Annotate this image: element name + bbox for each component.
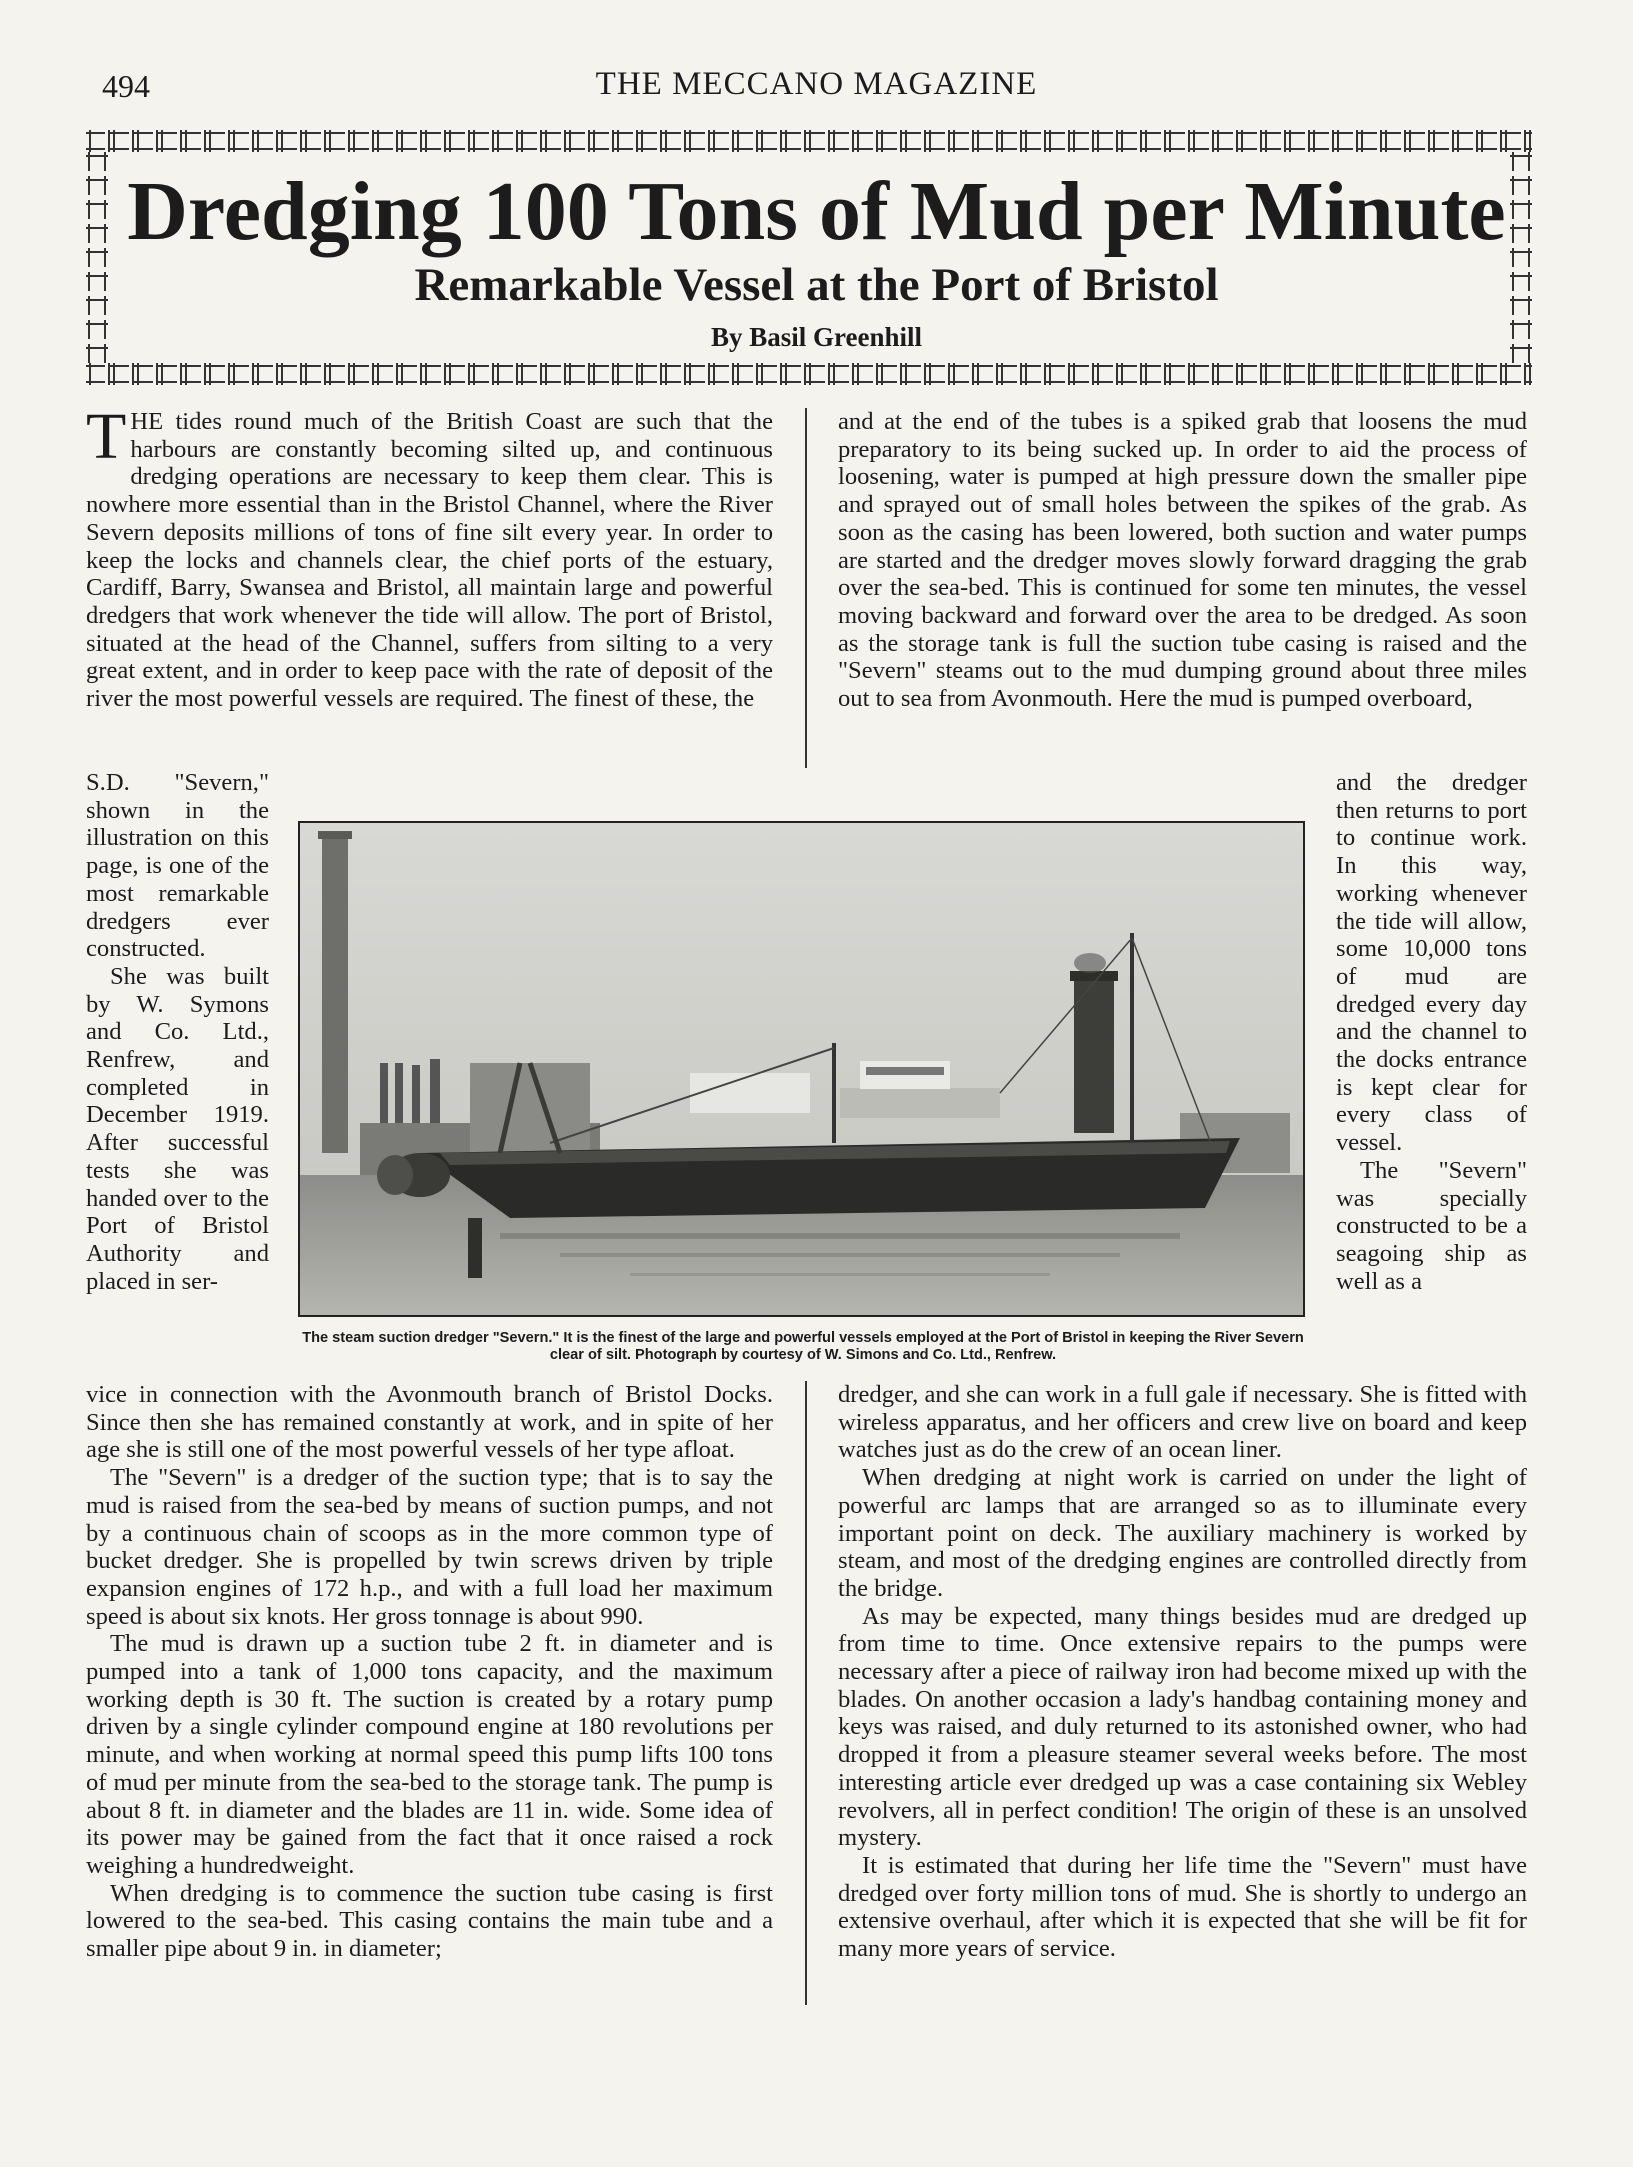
paragraph: The "Severn" was specially constructed to be a seagoing ship as well as a bbox=[1336, 1156, 1527, 1295]
paragraph: When dredging is to commence the suction tube casing is first lowered to the sea-bed. This casing contains the main tube and a smaller pipe about 9 in. in diameter; bbox=[86, 1879, 773, 1963]
right-column-top bbox=[838, 408, 1527, 713]
article-title: Dredging 100 Tons of Mud per Minute bbox=[127, 165, 1506, 258]
paragraph: The "Severn" is a dredger of the suction type; that is to say the mud is raised from the sea-bed by means of suction pumps, and not by a continuous chain of scoops as in the more common type of bucket dredger. She is propelled by twin screws driven by triple expansion engines of 172 h.p., and with a full load her maximum speed is about six knots. Her gross tonnage is about 990. bbox=[86, 1464, 773, 1630]
paragraph: and at the end of the tubes is a spiked grab that loosens the mud preparatory to its being sucked up. In order to aid the process of loosening, water is pumped at high pressure down the smaller pipe and sprayed out of small holes between the spikes of the grab. As soon as the casing has been lowered, both suction and water pumps are started and the dredger moves slowly forward dragging the grab over the sea-bed. This is continued for some ten minutes, the vessel moving backward and forward over the area to be dredged. As soon as the storage tank is full the suction tube casing is raised and the "Severn" steams out to the mud dumping ground about three miles out to sea from Avonmouth. Here the mud is pumped overboard, bbox=[838, 408, 1527, 713]
left-column-wrap bbox=[86, 769, 269, 1295]
steam-dredger-photo bbox=[298, 821, 1305, 1317]
paragraph-text: HE tides round much of the British Coast are such that the harbours are constantly becoming silted up, and continuous dredging operations are necessary to keep them clear. This is nowhere more essential than in the Bristol Channel, where the River Severn deposits millions of tons of fine silt every year. In order to keep the locks and channels clear, the chief ports of the estuary, Cardiff, Barry, Swansea and Bristol, all maintain large and powerful dredgers that work whenever the tide will allow. The port of Bristol, situated at the head of the Channel, suffers from silting to a very great extent, and in order to keep pace with the rate of deposit of the river the most powerful vessels are required. The finest of these, the bbox=[86, 408, 773, 713]
left-column-top bbox=[86, 400, 773, 713]
right-column-wrap bbox=[1336, 769, 1527, 1295]
paragraph: and the dredger then returns to port to continue work. In this way, working whenever the tide will allow, some 10,000 tons of mud are dredged every day and the channel to the docks entrance is kept clear for every class of vessel. bbox=[1336, 769, 1527, 1157]
page-number: 494 bbox=[102, 68, 150, 104]
article-subtitle: Remarkable Vessel at the Port of Bristol bbox=[414, 259, 1219, 311]
right-column-bottom bbox=[838, 1381, 1527, 1963]
paragraph: As may be expected, many things besides mud are dredged up from time to time. Once extensive repairs to the pumps were necessary after a piece of railway iron had become mixed up with the blades. On another occasion a lady's handbag containing money and keys was raised, and duly returned to its astonished owner, who had dropped it from a pleasure steamer several weeks before. The most interesting article ever dredged up was a case containing six Webley revolvers, all in perfect condition! The origin of these is an unsolved mystery. bbox=[838, 1602, 1527, 1852]
frame-bottom-border bbox=[86, 363, 1532, 385]
paragraph: vice in connection with the Avonmouth branch of Bristol Docks. Since then she has remained constantly at work, and in spite of her age she is still one of the most powerful vessels of her type afloat. bbox=[86, 1381, 773, 1464]
photo-caption: The steam suction dredger "Severn." It is the finest of the large and powerful vessels employed at the Port of Bristol in keeping the River Severn clear of silt. Photograph by courtesy of W. Simons and Co. Ltd., Renfrew. bbox=[302, 1330, 1304, 1363]
left-column-bottom bbox=[86, 1381, 773, 1963]
paragraph bbox=[86, 400, 773, 713]
paragraph: dredger, and she can work in a full gale if necessary. She is fitted with wireless apparatus, and her officers and crew live on board and keep watches just as do the crew of an ocean liner. bbox=[838, 1381, 1527, 1464]
column-divider bbox=[805, 408, 807, 768]
paragraph: She was built by W. Symons and Co. Ltd., Renfrew, and completed in December 1919. After successful tests she was handed over to the Port of Bristol Authority and placed in ser- bbox=[86, 962, 269, 1295]
magazine-masthead: THE MECCANO MAGAZINE bbox=[595, 66, 1038, 102]
paragraph: When dredging at night work is carried on under the light of powerful arc lamps that are arranged so as to illuminate every important point on deck. The auxiliary machinery is worked by steam, and most of the dredging engines are controlled directly from the bridge. bbox=[838, 1464, 1527, 1602]
dredger-illustration bbox=[300, 823, 1303, 1315]
frame-top-border bbox=[86, 130, 1532, 152]
paragraph: S.D. "Severn," shown in the illustration on this page, is one of the most remarkable dredgers ever constructed. bbox=[86, 769, 269, 963]
column-divider bbox=[805, 1381, 807, 2005]
article-byline: By Basil Greenhill bbox=[710, 322, 923, 352]
paragraph: It is estimated that during her life time the "Severn" must have dredged over forty million tons of mud. She is shortly to undergo an extensive overhaul, after which it is expected that she will be fit for many more years of service. bbox=[838, 1851, 1527, 1963]
drop-cap: T bbox=[86, 400, 127, 473]
paragraph: The mud is drawn up a suction tube 2 ft. in diameter and is pumped into a tank of 1,000 tons capacity, and the maximum working depth is 30 ft. The suction is created by a rotary pump driven by a single cylinder compound engine at 180 revolutions per minute, and when working at normal speed this pump lifts 100 tons of mud per minute from the sea-bed to the storage tank. The pump is about 8 ft. in diameter and the blades are 11 in. wide. Some idea of its power may be gained from the fact that it once raised a rock weighing a hundredweight. bbox=[86, 1630, 773, 1879]
